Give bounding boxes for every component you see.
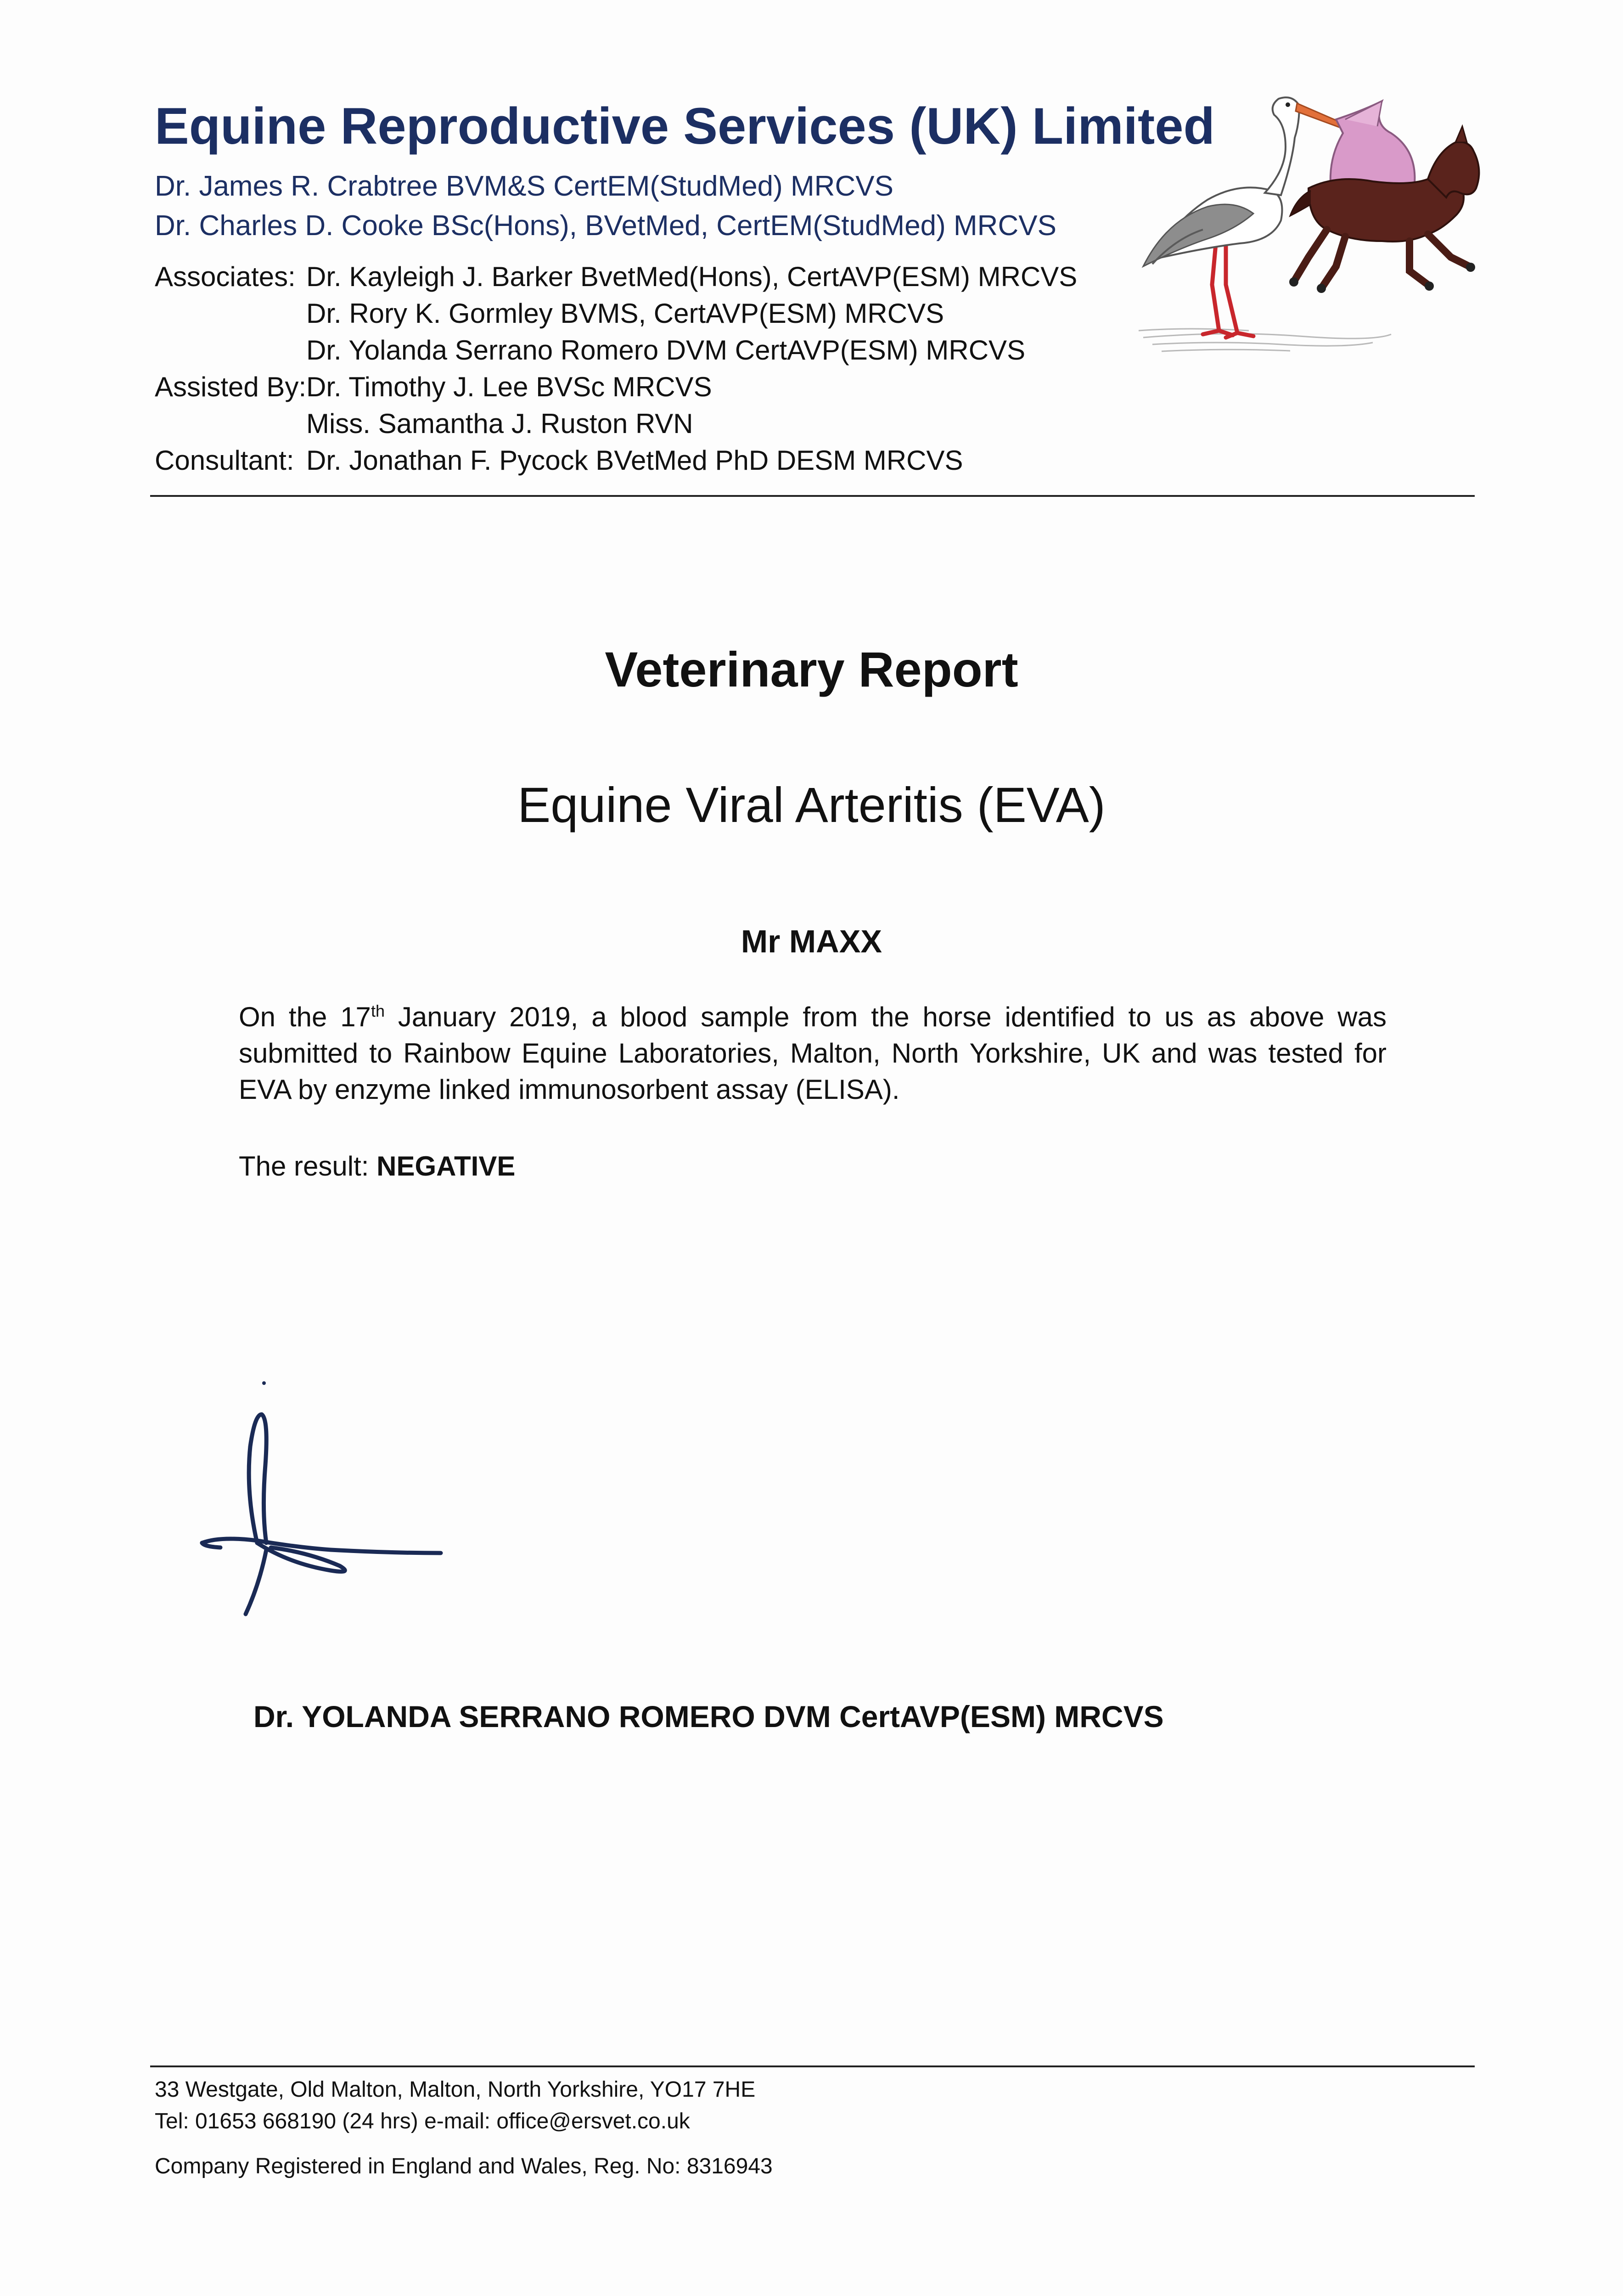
staff-name: Dr. Jonathan F. Pycock BVetMed PhD DESM MRCVS: [306, 445, 963, 476]
staff-name: Dr. Timothy J. Lee BVSc MRCVS: [306, 371, 712, 402]
stork-legs: [1203, 234, 1253, 338]
footer-address: 33 Westgate, Old Malton, Malton, North Yorkshire, YO17 7HE: [155, 2077, 756, 2102]
ground-lines: [1139, 329, 1391, 351]
principal-vet-2: Dr. Charles D. Cooke BSc(Hons), BVetMed, CertEM(StudMed) MRCVS: [155, 210, 1056, 242]
result-value: NEGATIVE: [376, 1151, 516, 1182]
principal-vet-1: Dr. James R. Crabtree BVM&S CertEM(StudMed) MRCVS: [155, 170, 893, 202]
report-subtitle: Equine Viral Arteritis (EVA): [517, 777, 1106, 833]
paragraph-ordinal: th: [371, 1002, 385, 1020]
footer-registration: Company Registered in England and Wales, Reg. No: 8316943: [155, 2154, 773, 2178]
staff-name: Dr. Rory K. Gormley BVMS, CertAVP(ESM) MRCVS: [306, 298, 944, 329]
result-line: [239, 1150, 515, 1182]
report-paragraph: [239, 999, 1387, 1108]
handwritten-signature-icon: [152, 1345, 500, 1644]
horse-name: Mr MAXX: [741, 923, 882, 959]
footer-divider: [150, 2065, 1475, 2067]
staff-role: Consultant:: [155, 445, 294, 476]
company-name: Equine Reproductive Services (UK) Limited: [155, 97, 1215, 155]
signatory-name: Dr. YOLANDA SERRANO ROMERO DVM CertAVP(ESM) MRCVS: [253, 1699, 1164, 1733]
foal-hooves: [1289, 263, 1475, 293]
staff-name: Miss. Samantha J. Ruston RVN: [306, 408, 693, 439]
report-title: Veterinary Report: [605, 642, 1018, 697]
paragraph-prefix: On the 17: [239, 1002, 371, 1032]
footer-contact: Tel: 01653 668190 (24 hrs) e-mail: office@ersvet.co.uk: [155, 2109, 690, 2133]
staff-name: Dr. Kayleigh J. Barker BvetMed(Hons), CertAVP(ESM) MRCVS: [306, 261, 1078, 292]
staff-name: Dr. Yolanda Serrano Romero DVM CertAVP(ESM) MRCVS: [306, 335, 1026, 366]
paragraph-body: January 2019, a blood sample from the horse identified to us as above was submitted to Rainbow Equine Laboratories, Malton, North Yorkshire, UK and was tested for EVA by enzyme linked immunosorbent assay (ELISA).: [239, 1002, 1387, 1105]
header-divider: [150, 495, 1475, 497]
result-label: The result:: [239, 1151, 377, 1182]
stork-neck: [1265, 97, 1299, 195]
staff-role: Assisted By:: [155, 371, 307, 402]
staff-role: Associates:: [155, 261, 296, 292]
stork-carrying-foal-logo-icon: [1134, 83, 1483, 358]
